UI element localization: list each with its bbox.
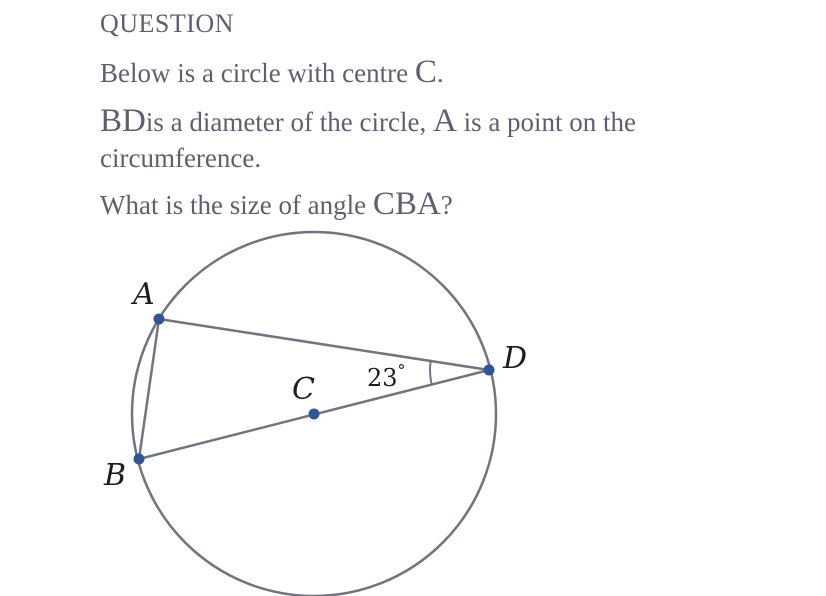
point-symbol: A bbox=[432, 103, 457, 139]
centre-symbol: C bbox=[414, 54, 437, 90]
point-c bbox=[309, 409, 320, 420]
line1-end: . bbox=[436, 58, 444, 88]
chord-ad bbox=[159, 319, 489, 370]
point-a bbox=[154, 314, 165, 325]
label-a: A bbox=[133, 277, 155, 312]
angle-arc-d bbox=[430, 361, 432, 385]
question-heading: QUESTION bbox=[100, 9, 234, 38]
line1-text: Below is a circle with centre bbox=[100, 58, 415, 88]
degree-symbol: ° bbox=[397, 361, 406, 380]
diameter-symbol: BD bbox=[100, 103, 146, 139]
question-line-3: circumference. bbox=[100, 143, 262, 173]
point-b bbox=[134, 454, 145, 465]
line2-text-b: is a point on the bbox=[456, 107, 637, 137]
point-d bbox=[484, 365, 495, 376]
angle-symbol: CBA bbox=[372, 186, 441, 222]
line4-text: What is the size of angle bbox=[100, 190, 373, 220]
line4-end: ? bbox=[440, 190, 453, 220]
angle-d-value: 23 bbox=[367, 364, 398, 392]
line2-text-a: is a diameter of the circle, bbox=[145, 107, 433, 137]
label-d: D bbox=[503, 341, 528, 376]
label-c: C bbox=[292, 372, 315, 407]
label-b: B bbox=[104, 458, 127, 493]
angle-d-label bbox=[367, 361, 406, 392]
